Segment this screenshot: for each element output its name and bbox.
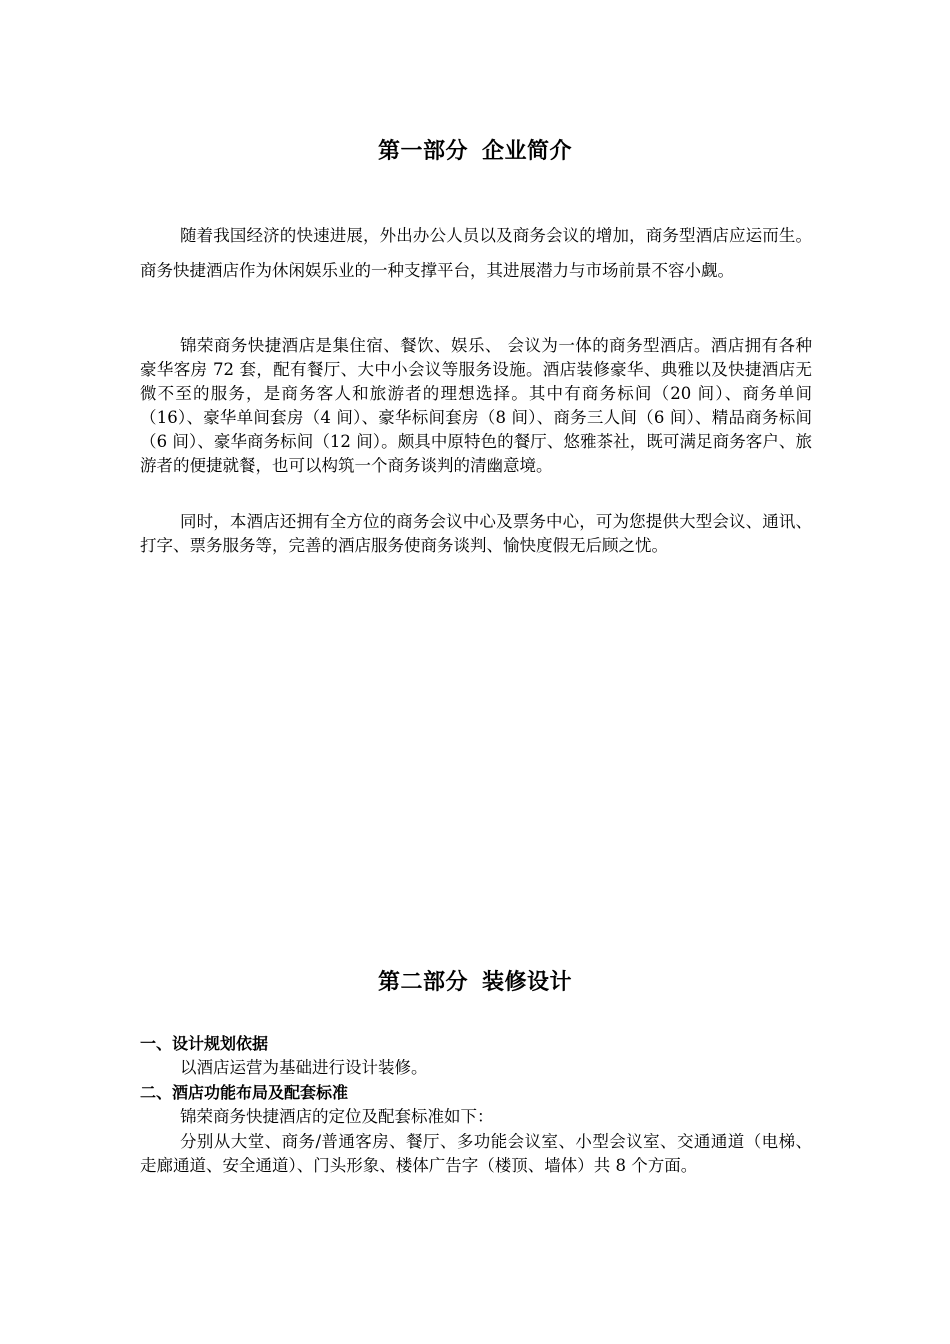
section-1-heading: 一、设计规划依据 bbox=[140, 1034, 269, 1053]
intro-paragraph-2: 锦荣商务快捷酒店是集住宿、餐饮、娱乐、 会议为一体的商务型酒店。酒店拥有各种豪华客房 72 套，配有餐厅、大中小会议等服务设施。酒店装修豪华、典雅以及快捷酒店无微不至的服务，是商务客人和旅游者的理想选择。其中有商务标间（20 间）、商务单间（16）、豪华单间套房（4 间）、豪华标间套房（8 间）、商务三人间（6 间）、精品商务标间（6 间）、豪华商务标间（12 间）。颇具中原特色的餐厅、悠雅茶社，既可满足商务客户、旅游者的便捷就餐，也可以构筑一个商务谈判的清幽意境。 bbox=[140, 336, 812, 475]
section-2-text-1: 锦荣商务快捷酒店的定位及配套标准如下： bbox=[180, 1107, 494, 1126]
part2-heading bbox=[0, 965, 950, 996]
part1-title-number: 第一部分 bbox=[377, 139, 468, 164]
part1-title-text: 企业简介 bbox=[482, 139, 573, 164]
intro-paragraph-1: 随着我国经济的快速进展，外出办公人员以及商务会议的增加，商务型酒店应运而生。商务快捷酒店作为休闲娱乐业的一种支撑平台，其进展潜力与市场前景不容小觑。 bbox=[140, 226, 812, 280]
part1-heading bbox=[0, 134, 950, 165]
part2-title-number: 第二部分 bbox=[377, 970, 468, 995]
part2-title-text: 装修设计 bbox=[482, 970, 573, 995]
intro-paragraph-3: 同时，本酒店还拥有全方位的商务会议中心及票务中心，可为您提供大型会议、通讯、打字、票务服务等，完善的酒店服务使商务谈判、愉快度假无后顾之忧。 bbox=[140, 512, 812, 555]
section-1-text: 以酒店运营为基础进行设计装修。 bbox=[180, 1058, 428, 1077]
section-2-text-2: 分别从大堂、商务/普通客房、餐厅、多功能会议室、小型会议室、交通通道（电梯、走廊通道、安全通道）、门头形象、楼体广告字（楼顶、墙体）共 8 个方面。 bbox=[140, 1132, 812, 1175]
section-2-heading: 二、酒店功能布局及配套标准 bbox=[140, 1083, 349, 1102]
